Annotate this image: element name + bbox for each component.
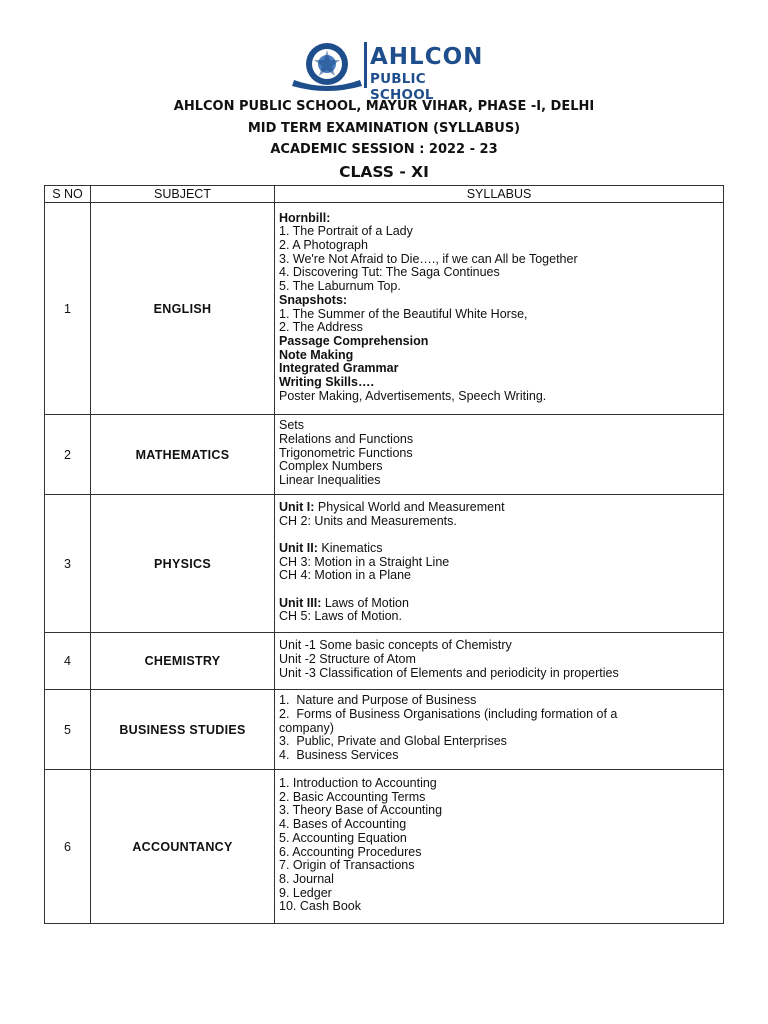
syllabus-line: 2. A Photograph (279, 237, 368, 252)
row-sno: 2 (45, 415, 91, 495)
syllabus-line: Snapshots: (279, 292, 348, 307)
row-subject: CHEMISTRY (91, 633, 275, 690)
syllabus-line: 7. Origin of Transactions (279, 858, 415, 873)
syllabus-line: 4. Bases of Accounting (279, 817, 407, 832)
syllabus-line: Integrated Grammar (279, 361, 399, 376)
syllabus-line: 1. Introduction to Accounting (279, 775, 437, 790)
row-subject: BUSINESS STUDIES (91, 690, 275, 770)
table-row (45, 690, 724, 770)
syllabus-line: 5. Accounting Equation (279, 830, 407, 845)
syllabus-line: 5. The Laburnum Top. (279, 279, 401, 294)
syllabus-line: Relations and Functions (279, 431, 414, 446)
col-header-sno: S NO (45, 186, 91, 203)
row-sno: 5 (45, 690, 91, 770)
class-heading: CLASS - XI (339, 163, 429, 181)
syllabus-line: 3. Public, Private and Global Enterprises (279, 734, 507, 749)
syllabus-line: Hornbill: (279, 210, 331, 225)
syllabus-line: 3. Theory Base of Accounting (279, 803, 443, 818)
logo-name-public-school: PUBLIC SCHOOL (370, 71, 434, 103)
syllabus-line: Linear Inequalities (279, 473, 381, 488)
syllabus-line: 6. Accounting Procedures (279, 844, 422, 859)
unit-title: Laws of Motion (321, 595, 409, 610)
row-syllabus (275, 415, 724, 495)
unit-label: Unit I: (279, 499, 315, 514)
row-subject: PHYSICS (91, 495, 275, 633)
col-header-subject: SUBJECT (91, 186, 275, 203)
syllabus-line: 4. Discovering Tut: The Saga Continues (279, 265, 500, 280)
table-row (45, 495, 724, 633)
syllabus-line: CH 3: Motion in a Straight Line (279, 554, 450, 569)
syllabus-line (279, 542, 719, 556)
spacer (279, 528, 719, 542)
logo-name-ahlcon: AHLCON (370, 44, 484, 70)
syllabus-line: 2. Basic Accounting Terms (279, 789, 426, 804)
table-row (45, 203, 724, 415)
row-syllabus (275, 203, 724, 415)
row-syllabus (275, 690, 724, 770)
school-logo (288, 40, 488, 103)
syllabus-line: Sets (279, 418, 305, 433)
syllabus-line: 9. Ledger (279, 885, 332, 900)
syllabus-line: Passage Comprehension (279, 333, 429, 348)
table-row (45, 770, 724, 924)
syllabus-line: CH 5: Laws of Motion. (279, 609, 402, 624)
row-syllabus (275, 770, 724, 924)
syllabus-line: 1. Nature and Purpose of Business (279, 693, 477, 708)
session-heading: ACADEMIC SESSION : 2022 - 23 (270, 142, 498, 157)
syllabus-line: Unit -1 Some basic concepts of Chemistry (279, 638, 512, 653)
syllabus-line: CH 4: Motion in a Plane (279, 568, 412, 583)
syllabus-line: CH 2: Units and Measurements. (279, 513, 457, 528)
syllabus-line: 4. Business Services (279, 748, 399, 763)
exam-heading: MID TERM EXAMINATION (SYLLABUS) (247, 121, 521, 136)
table-header-row (45, 186, 724, 203)
syllabus-line: Writing Skills…. (279, 375, 374, 390)
row-sno: 3 (45, 495, 91, 633)
unit-label: Unit III: (279, 595, 322, 610)
school-heading: AHLCON PUBLIC SCHOOL, MAYUR VIHAR, PHASE -I, DELHI (173, 99, 595, 114)
syllabus-line: 2. The Address (279, 320, 363, 335)
syllabus-line: Poster Making, Advertisements, Speech Writing. (279, 388, 547, 403)
school-emblem-icon (288, 40, 366, 92)
row-sno: 4 (45, 633, 91, 690)
syllabus-line: 1. The Portrait of a Lady (279, 224, 413, 239)
syllabus-line: Unit -3 Classification of Elements and periodicity in properties (279, 665, 619, 680)
table-row (45, 633, 724, 690)
syllabus-line: 3. We're Not Afraid to Die…., if we can All be Together (279, 251, 578, 266)
syllabus-line (279, 597, 719, 611)
syllabus-line: 2. Forms of Business Organisations (including formation of a (279, 706, 618, 721)
unit-title: Physical World and Measurement (314, 499, 505, 514)
row-subject: MATHEMATICS (91, 415, 275, 495)
syllabus-line: 8. Journal (279, 871, 334, 886)
syllabus-line: 1. The Summer of the Beautiful White Horse, (279, 306, 528, 321)
row-sno: 6 (45, 770, 91, 924)
unit-label: Unit II: (279, 540, 318, 555)
syllabus-line: company) (279, 720, 334, 735)
col-header-syllabus: SYLLABUS (275, 186, 724, 203)
row-subject: ENGLISH (91, 203, 275, 415)
row-subject: ACCOUNTANCY (91, 770, 275, 924)
spacer (279, 583, 719, 597)
table-row (45, 415, 724, 495)
syllabus-line: 10. Cash Book (279, 899, 361, 914)
syllabus-table (44, 185, 724, 924)
syllabus-line: Unit -2 Structure of Atom (279, 652, 416, 667)
unit-title: Kinematics (317, 540, 383, 555)
syllabus-line: Note Making (279, 347, 354, 362)
row-syllabus (275, 633, 724, 690)
syllabus-line (279, 501, 719, 515)
row-sno: 1 (45, 203, 91, 415)
row-syllabus (275, 495, 724, 633)
syllabus-line: Trigonometric Functions (279, 445, 413, 460)
syllabus-line: Complex Numbers (279, 459, 383, 474)
